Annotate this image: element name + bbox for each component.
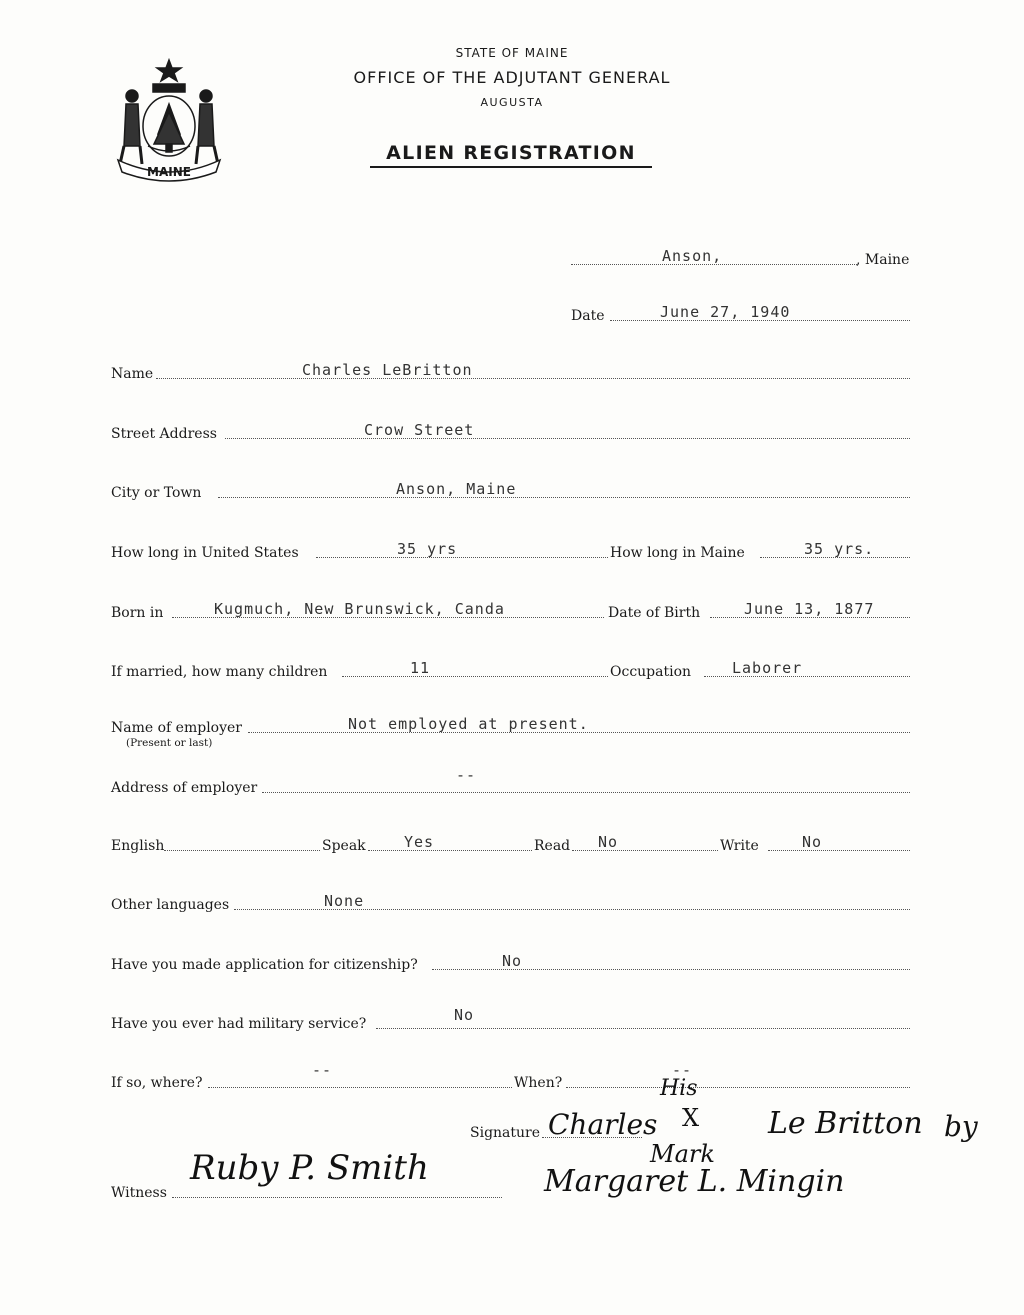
city-value[interactable]: Anson, Maine — [396, 480, 517, 498]
seal-lettering: MAINE — [147, 165, 191, 179]
street-row — [0, 414, 1024, 444]
military-value[interactable]: No — [454, 1006, 475, 1024]
when-label: When? — [514, 1075, 563, 1091]
street-label: Street Address — [111, 426, 217, 442]
place-value[interactable]: Anson, — [662, 247, 723, 265]
service-detail-row — [0, 1063, 1024, 1093]
signature-last-name[interactable]: Le Britton — [768, 1106, 923, 1141]
header-office: OFFICE OF THE ADJUTANT GENERAL — [353, 68, 671, 87]
family-row — [0, 652, 1024, 682]
us-duration-value[interactable]: 35 yrs — [397, 540, 458, 558]
form-title: ALIEN REGISTRATION — [370, 142, 652, 168]
date-row — [0, 296, 1024, 326]
children-value[interactable]: 11 — [410, 659, 431, 677]
employer-address-label: Address of employer — [111, 780, 258, 796]
employer-sublabel: (Present or last) — [126, 737, 213, 749]
place-suffix: , Maine — [856, 252, 910, 268]
occupation-label: Occupation — [610, 664, 692, 680]
witness-signature[interactable]: Ruby P. Smith — [190, 1148, 429, 1188]
employer-row — [0, 708, 1024, 738]
date-label: Date — [571, 308, 605, 324]
children-label: If married, how many children — [111, 664, 328, 680]
write-label: Write — [720, 838, 759, 854]
read-value[interactable]: No — [598, 833, 619, 851]
military-label: Have you ever had military service? — [111, 1016, 367, 1032]
witness-row — [0, 1173, 1024, 1203]
signature-agent[interactable]: Margaret L. Mingin — [544, 1164, 845, 1199]
place-row — [0, 240, 1024, 270]
english-row — [0, 826, 1024, 856]
header-state: STATE OF MAINE — [455, 46, 569, 60]
born-in-label: Born in — [111, 605, 164, 621]
where-label: If so, where? — [111, 1075, 203, 1091]
date-value[interactable]: June 27, 1940 — [660, 303, 791, 321]
signature-x-mark: X — [682, 1104, 700, 1132]
dob-value[interactable]: June 13, 1877 — [744, 600, 875, 618]
write-value[interactable]: No — [802, 833, 823, 851]
born-in-value[interactable]: Kugmuch, New Brunswick, Canda — [214, 600, 505, 618]
witness-label: Witness — [111, 1185, 167, 1201]
signature-first-name[interactable]: Charles — [548, 1108, 658, 1141]
signature-mark: Mark — [650, 1140, 715, 1168]
birth-row — [0, 593, 1024, 623]
name-value[interactable]: Charles LeBritton — [302, 361, 473, 379]
employer-value[interactable]: Not employed at present. — [348, 715, 589, 733]
maine-duration-label: How long in Maine — [610, 545, 745, 561]
read-label: Read — [534, 838, 571, 854]
city-label: City or Town — [111, 485, 202, 501]
speak-value[interactable]: Yes — [404, 833, 435, 851]
employer-address-value[interactable]: -- — [456, 766, 477, 784]
header-city: AUGUSTA — [480, 96, 544, 109]
employer-label: Name of employer — [111, 720, 242, 736]
city-row — [0, 473, 1024, 503]
other-languages-row — [0, 885, 1024, 915]
citizenship-row — [0, 945, 1024, 975]
where-value[interactable]: -- — [312, 1061, 333, 1079]
dob-label: Date of Birth — [608, 605, 701, 621]
signature-his: His — [660, 1076, 698, 1101]
when-value[interactable]: -- — [672, 1061, 693, 1079]
us-duration-label: How long in United States — [111, 545, 299, 561]
name-label: Name — [111, 366, 154, 382]
citizenship-label: Have you made application for citizenship? — [111, 957, 418, 973]
english-label: English — [111, 838, 165, 854]
military-row — [0, 1004, 1024, 1034]
employer-address-row — [0, 768, 1024, 798]
maine-duration-value[interactable]: 35 yrs. — [804, 540, 875, 558]
other-languages-label: Other languages — [111, 897, 230, 913]
residence-duration-row — [0, 533, 1024, 563]
name-row — [0, 354, 1024, 384]
signature-label: Signature — [470, 1125, 541, 1141]
occupation-value[interactable]: Laborer — [732, 659, 803, 677]
signature-by: by — [944, 1110, 978, 1143]
street-value[interactable]: Crow Street — [364, 421, 475, 439]
other-languages-value[interactable]: None — [324, 892, 365, 910]
speak-label: Speak — [322, 838, 366, 854]
citizenship-value[interactable]: No — [502, 952, 523, 970]
